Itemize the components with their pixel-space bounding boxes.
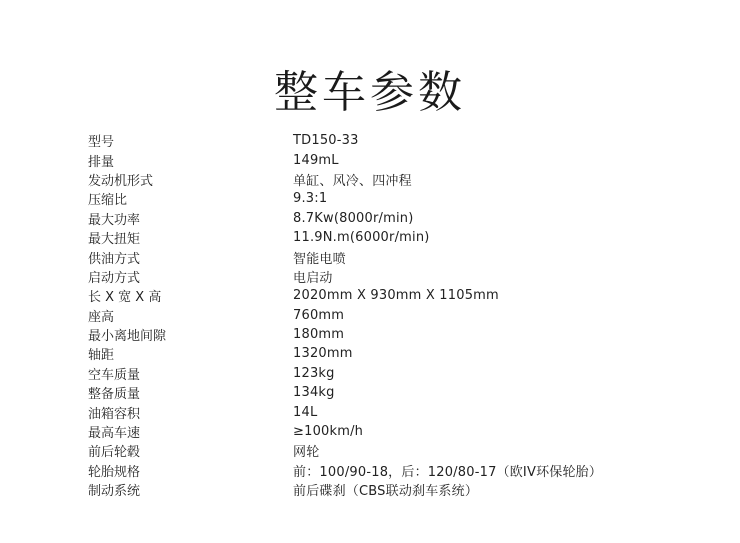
spec-row-model — [88, 131, 688, 150]
spec-label: 座高 — [88, 309, 115, 325]
spec-value: 14L — [293, 404, 318, 420]
spec-row-max-torque — [88, 228, 688, 247]
spec-label: 启动方式 — [88, 270, 141, 286]
spec-row-dimensions — [88, 286, 688, 305]
spec-value: ≥100km/h — [293, 424, 364, 440]
spec-row-displacement — [88, 150, 688, 169]
spec-row-fuel-supply — [88, 247, 688, 266]
spec-label: 轮胎规格 — [88, 464, 141, 480]
spec-label: 油箱容积 — [88, 406, 141, 422]
spec-value: TD150-33 — [293, 133, 359, 149]
spec-value: 149mL — [293, 152, 339, 168]
spec-value: 134kg — [293, 385, 335, 401]
spec-label: 轴距 — [88, 348, 115, 364]
spec-label: 发动机形式 — [88, 173, 154, 189]
spec-value: 8.7Kw(8000r/min) — [293, 210, 414, 226]
spec-value: 智能电喷 — [293, 251, 346, 267]
spec-row-top-speed — [88, 422, 688, 441]
spec-value: 180mm — [293, 327, 345, 343]
spec-value: 9.3:1 — [293, 191, 328, 207]
spec-value: 前后碟刹（CBS联动刹车系统） — [293, 484, 479, 500]
spec-label: 型号 — [88, 135, 115, 151]
spec-table — [88, 131, 688, 499]
spec-value: 2020mm X 930mm X 1105mm — [293, 288, 499, 304]
spec-row-compression-ratio — [88, 189, 688, 208]
spec-row-wheels — [88, 441, 688, 460]
spec-row-fuel-capacity — [88, 402, 688, 421]
spec-row-seat-height — [88, 306, 688, 325]
spec-label: 最大扭矩 — [88, 232, 141, 248]
spec-label: 最小离地间隙 — [88, 329, 167, 345]
spec-label: 整备质量 — [88, 387, 141, 403]
spec-row-dry-weight — [88, 364, 688, 383]
spec-value: 网轮 — [293, 445, 320, 461]
spec-value: 760mm — [293, 307, 345, 323]
spec-row-wheelbase — [88, 344, 688, 363]
spec-label: 压缩比 — [88, 193, 128, 209]
spec-label: 排量 — [88, 154, 115, 170]
spec-value: 1320mm — [293, 346, 353, 362]
spec-label: 最大功率 — [88, 212, 141, 228]
spec-row-curb-weight — [88, 383, 688, 402]
spec-value: 单缸、风冷、四冲程 — [293, 173, 412, 189]
spec-label: 前后轮毂 — [88, 445, 141, 461]
spec-row-engine-type — [88, 170, 688, 189]
spec-value: 电启动 — [293, 270, 333, 286]
spec-value: 123kg — [293, 365, 335, 381]
spec-label: 最高车速 — [88, 426, 141, 442]
spec-value: 11.9N.m(6000r/min) — [293, 230, 430, 246]
spec-row-start-method — [88, 267, 688, 286]
spec-row-ground-clearance — [88, 325, 688, 344]
spec-label: 长 X 宽 X 高 — [88, 290, 162, 306]
page-title: 整车参数 — [274, 67, 466, 119]
spec-value: 前：100/90-18，后：120/80-17（欧IV环保轮胎） — [293, 464, 603, 480]
spec-row-brake-system — [88, 480, 688, 499]
spec-row-max-power — [88, 209, 688, 228]
spec-row-tire-size — [88, 461, 688, 480]
spec-label: 供油方式 — [88, 251, 141, 267]
spec-label: 制动系统 — [88, 484, 141, 500]
spec-label: 空车质量 — [88, 367, 141, 383]
